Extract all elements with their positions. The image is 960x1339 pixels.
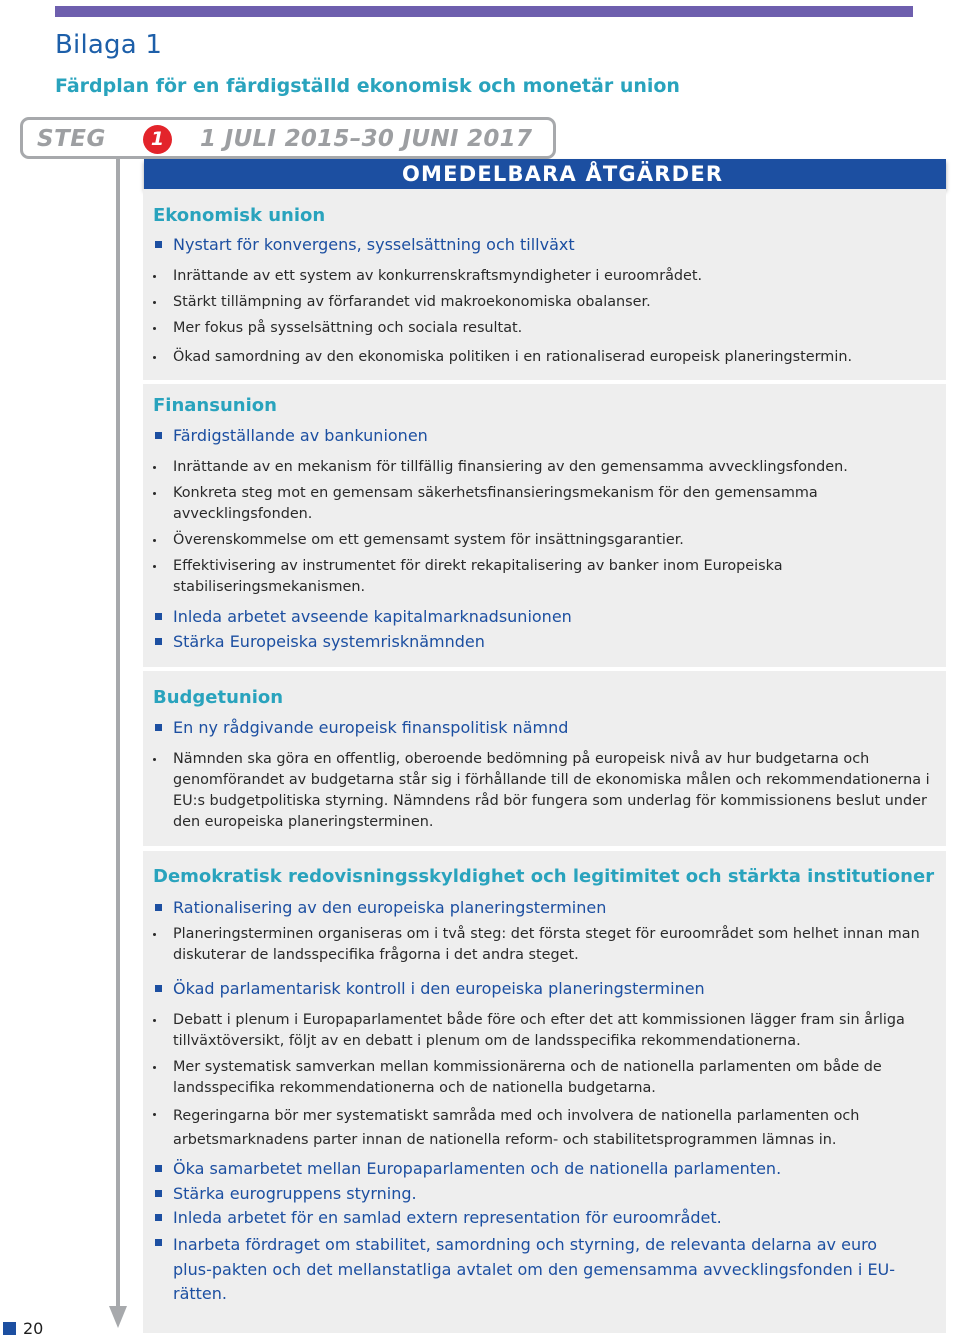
section-heading: Ekonomisk union xyxy=(153,205,326,226)
section-democratic-accountability xyxy=(143,851,946,1333)
sub-heading: Färdigställande av bankunionen xyxy=(173,426,428,445)
sub-heading: Inleda arbetet avseende kapitalmarknadsunionen xyxy=(173,607,572,626)
bullet-item: Nämnden ska göra en offentlig, oberoende bedömning på europeisk nivå av hur budgetarna och genomförandet av budgetarna står sig i förhållande till de ekonomiska målen och rekommendationerna i EU:s budgetpolitiska styrning. Nämndens råd bör fungera som underlag för kommissionens beslut under den europeiska planeringsterminen. xyxy=(173,749,938,833)
banner-title: OMEDELBARA ÅTGÄRDER xyxy=(402,162,724,186)
bullet-item: Inrättande av en mekanism för tillfällig finansiering av den gemensamma avvecklingsfonden. xyxy=(173,457,938,478)
bullet-item: Mer fokus på sysselsättning och sociala resultat. xyxy=(173,318,938,339)
timeline-line xyxy=(116,158,120,1308)
step-label: STEG xyxy=(37,126,106,152)
bullet-item: Planeringsterminen organiseras om i två steg: det första steget för euroområdet som helhet innan man diskuterar de landsspecifika frågorna i det andra steget. xyxy=(173,924,938,966)
bullet-item: Överenskommelse om ett gemensamt system för insättningsgarantier. xyxy=(173,530,938,551)
bullet-item: Debatt i plenum i Europaparlamentet både före och efter det att kommissionen lägger fram sin årliga tillväxtöversikt, följt av en debatt i plenum om de landsspecifika rekommendationerna. xyxy=(173,1010,938,1052)
step-header xyxy=(20,117,556,159)
timeline-arrow-icon xyxy=(109,1306,127,1328)
sub-heading: Stärka eurogruppens styrning. xyxy=(173,1184,417,1203)
section-budget-union xyxy=(143,671,946,846)
section-heading: Finansunion xyxy=(153,395,277,416)
bullet-item: Inrättande av ett system av konkurrenskraftsmyndigheter i euroområdet. xyxy=(173,266,938,287)
section-economic-union xyxy=(143,189,946,380)
sub-heading: En ny rådgivande europeisk finanspolitisk nämnd xyxy=(173,718,569,737)
sub-heading: Nystart för konvergens, sysselsättning och tillväxt xyxy=(173,235,575,254)
page-subtitle: Färdplan för en färdigställd ekonomisk och monetär union xyxy=(55,75,680,97)
sub-heading: Stärka Europeiska systemrisknämnden xyxy=(173,632,485,651)
bullet-item: Ökad samordning av den ekonomiska politiken i en rationaliserad europeisk planeringstermin. xyxy=(173,347,938,368)
step-number-badge: 1 xyxy=(143,125,172,154)
bullet-item: Regeringarna bör mer systematiskt samråda med och involvera de nationella parlamenten och arbetsmarknadens parter innan de nationella reform- och stabilitetsprogrammen lämnas in. xyxy=(173,1104,938,1152)
top-decor-bar xyxy=(55,6,913,17)
page-title: Bilaga 1 xyxy=(55,30,163,60)
sub-heading: Öka samarbetet mellan Europaparlamenten och de nationella parlamenten. xyxy=(173,1159,782,1178)
bullet-item: Effektivisering av instrumentet för direkt rekapitalisering av banker inom Europeiska stabiliseringsmekanismen. xyxy=(173,556,823,598)
sub-heading: Rationalisering av den europeiska planeringsterminen xyxy=(173,898,607,917)
sub-heading: Inarbeta fördraget om stabilitet, samordning och styrning, de relevanta delarna av euro plus-pakten och det mellanstatliga avtalet om den gemensamma avvecklingsfonden i EU-rätten. xyxy=(173,1233,918,1307)
action-banner xyxy=(144,159,946,189)
bullet-item: Konkreta steg mot en gemensam säkerhetsfinansieringsmekanism för den gemensamma avvecklingsfonden. xyxy=(173,483,853,525)
bullet-item: Mer systematisk samverkan mellan kommissionärerna och de nationella parlamenten om både de landsspecifika rekommendationerna och de nationella budgetarna. xyxy=(173,1057,938,1099)
page-number: 20 xyxy=(23,1319,44,1338)
section-financial-union xyxy=(143,384,946,667)
section-heading: Demokratisk redovisningsskyldighet och legitimitet och stärkta institutioner xyxy=(153,866,935,887)
section-heading: Budgetunion xyxy=(153,687,284,708)
step-date-range: 1 JULI 2015–30 JUNI 2017 xyxy=(200,126,533,152)
sub-heading: Inleda arbetet för en samlad extern representation för euroområdet. xyxy=(173,1208,722,1227)
sub-heading: Ökad parlamentarisk kontroll i den europeiska planeringsterminen xyxy=(173,979,705,998)
bullet-item: Stärkt tillämpning av förfarandet vid makroekonomiska obalanser. xyxy=(173,292,938,313)
page-number-marker xyxy=(3,1322,16,1335)
